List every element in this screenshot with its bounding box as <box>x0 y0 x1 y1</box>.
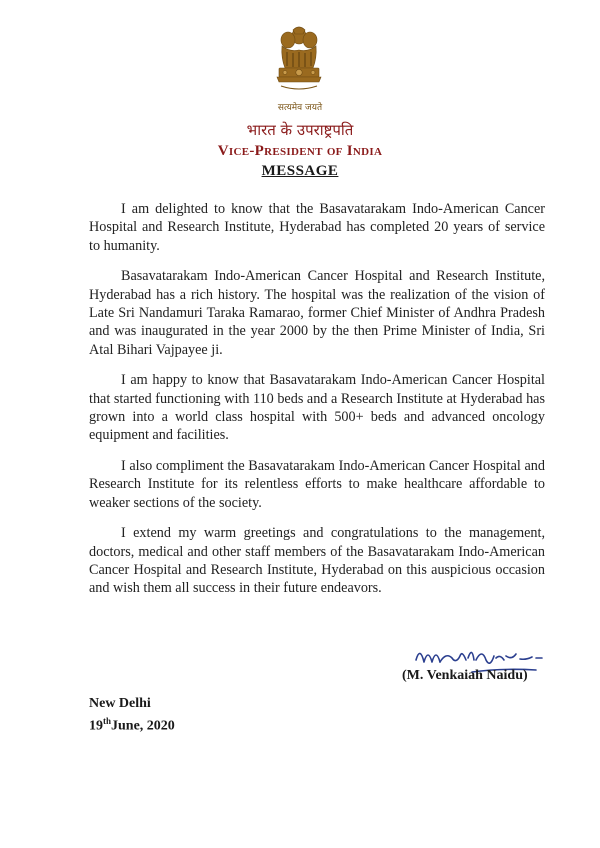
place-of-issue: New Delhi <box>89 696 151 711</box>
message-heading: MESSAGE <box>261 163 339 179</box>
paragraph: I am delighted to know that the Basavatarakam Indo-American Cancer Hospital and Research Institute, Hyderabad has completed 20 years of service to humanity. <box>89 201 545 254</box>
paragraph: I also compliment the Basavatarakam Indo-American Cancer Hospital and Research Institute for its relentless efforts to make healthcare affordable to weaker sections of the society. <box>89 457 545 511</box>
paragraph: Basavatarakam Indo-American Cancer Hospital and Research Institute, Hyderabad has a rich history. The hospital was the realization of the vision of Late Sri Nandamuri Taraka Ramarao, former Chief Minister of Andhra Pradesh and was inaugurated in the year 2000 by the then Prime Minister of India, Sri Atal Bihari Vajpayee ji. <box>89 268 545 358</box>
paragraph: I am happy to know that Basavatarakam Indo-American Cancer Hospital that started functioning with 110 beds and a Research Institute at Hyderabad has grown into a world class hospital with 500+ beds and advanced oncology equipment and facilities. <box>89 372 545 444</box>
message-body <box>89 200 545 610</box>
emblem-motto: सत्यमेव जयते <box>277 103 323 113</box>
office-title-english: Vice-President of India <box>217 143 383 159</box>
paragraph: I extend my warm greetings and congratulations to the management, doctors, medical and other staff members of the Basavatarakam Indo-American Cancer Hospital and Research Institute, Hyderabad on this auspicious occasion and wish them all success in their future endeavors. <box>89 525 545 597</box>
date-suffix: th <box>103 716 112 726</box>
signatory-name: (M. Venkaiah Naidu) <box>402 668 528 683</box>
date-day: 19 <box>89 718 103 734</box>
date-month-year: June, 2020 <box>111 718 175 734</box>
national-emblem-icon <box>273 22 325 102</box>
date-of-issue <box>89 716 175 735</box>
office-title-hindi: भारत के उपराष्ट्रपति <box>246 121 354 139</box>
